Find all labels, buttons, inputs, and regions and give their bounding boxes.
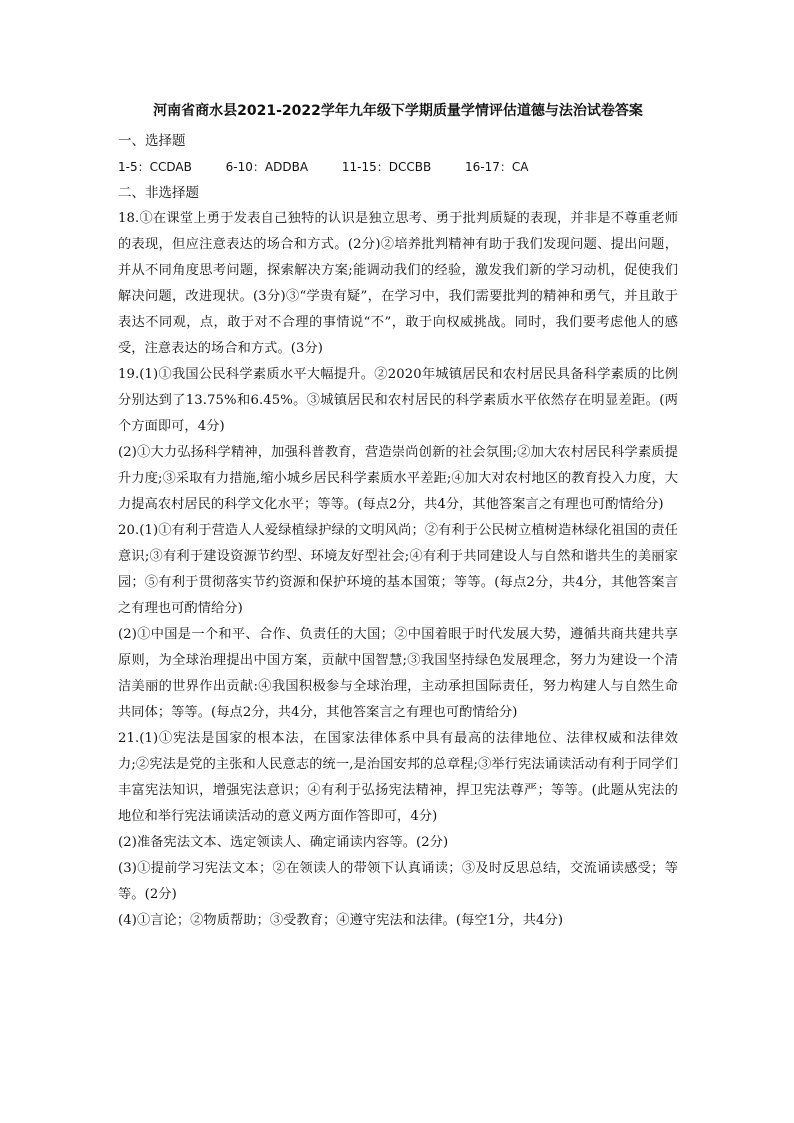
document-title: 河南省商水县2021-2022学年九年级下学期质量学情评估道德与法治试卷答案 (153, 103, 643, 119)
answer-18: 18.①在课堂上勇于发表自己独特的认识是独立思考、勇于批判质疑的表现，并非是不尊重老师的表现，但应注意表达的场合和方式。(2分)②培养批判精神有助于我们发现问题、提出问题，并从不同角度思考问题，探索解决方案;能调动我们的经验，激发我们新的学习动机，促使我们解决问题，改进现状。(3分)③“学贵有疑”，在学习中，我们需要批判的精神和勇气，并且敢于表达不同观，点，敢于对不合理的事情说“不”，敢于向权威挑战。同时，我们要考虑他人的感受，注意表达的场合和方式。(3分) (118, 211, 678, 356)
answer-19-2: (2)①大力弘扬科学精神，加强科普教育，营造崇尚创新的社会氛围;②加大农村居民科学素质提升力度;③采取有力措施,缩小城乡居民科学素质水平差距;④加大对农村地区的教育投入力度，大力提高农村居民的科学文化水平；等等。(每点2分，共4分，其他答案言之有理也可酌情给分) (118, 445, 678, 512)
section-heading-non-choice: 二、非选择题 (118, 185, 199, 201)
mc-answer-group: 1-5：CCDAB (118, 160, 192, 174)
answer-21-4: (4)①言论；②物质帮助；③受教育；④遵守宪法和法律。(每空1分，共4分) (118, 913, 564, 928)
multiple-choice-answers (118, 154, 678, 180)
mc-answer-group: 6-10：ADDBA (225, 160, 309, 174)
mc-answer-group: 16-17：CA (465, 160, 529, 174)
answer-21-2: (2)准备宪法文本、选定领读人、确定诵读内容等。(2分) (118, 835, 449, 850)
answer-sheet (118, 100, 678, 934)
section-heading-multiple-choice: 一、选择题 (118, 133, 186, 149)
answer-19-1: 19.(1)①我国公民科学素质水平大幅提升。②2020年城镇居民和农村居民具备科学素质的比例分别达到了13.75%和6.45%。③城镇居民和农村居民的科学素质水平依然存在明显差距。(两个方面即可，4分) (118, 367, 678, 434)
answer-21-3: (3)①提前学习宪法文本；②在领读人的带领下认真诵读；③及时反思总结，交流诵读感受；等等。(2分) (118, 861, 678, 902)
answer-21-1: 21.(1)①宪法是国家的根本法，在国家法律体系中具有最高的法律地位、法律权威和法律效力;②宪法是党的主张和人民意志的统一,是治国安邦的总章程;③举行宪法诵读活动有利于同学们丰富宪法知识，增强宪法意识；④有利于弘扬宪法精神，捍卫宪法尊严；等等。(此题从宪法的地位和举行宪法诵读活动的意义两方面作答即可，4分) (118, 731, 678, 824)
answer-20-2: (2)①中国是一个和平、合作、负责任的大国；②中国着眼于时代发展大势，遵循共商共建共享原则，为全球治理提出中国方案，贡献中国智慧;③我国坚持绿色发展理念，努力为建设一个清洁美丽的世界作出贡献:④我国积极参与全球治理，主动承担国际责任，努力构建人与自然生命共同体；等等。(每点2分，共4分，其他答案言之有理也可酌情给分) (118, 627, 678, 720)
mc-answer-group: 11-15：DCCBB (341, 160, 432, 174)
answer-20-1: 20.(1)①有利于营造人人爱绿植绿护绿的文明风尚；②有利于公民树立植树造林绿化祖国的责任意识;③有利于建设资源节约型、环境友好型社会;④有利于共同建设人与自然和谐共生的美丽家园；⑤有利于贯彻落实节约资源和保护环境的基本国策；等等。(每点2分，共4分，其他答案言之有理也可酌情给分) (118, 523, 678, 616)
